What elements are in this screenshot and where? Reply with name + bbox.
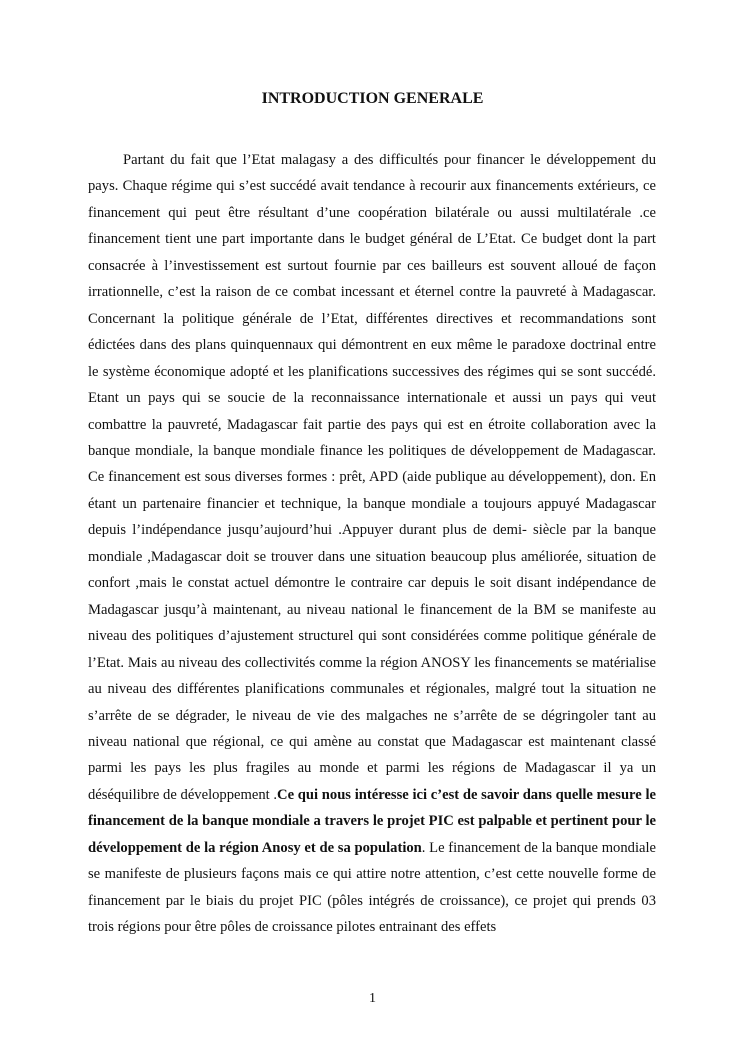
body-paragraph [88, 147, 656, 941]
paragraph-emphasis: Ce qui nous intéresse ici c’est de savoir dans quelle mesure le financement de la banque mondiale a travers le projet PIC est palpable et pertinent pour le développement de la région Anosy et de sa population [88, 786, 656, 856]
page-number: 1 [369, 991, 376, 1006]
paragraph-text-part2: . Le financement de la banque mondiale se manifeste de plusieurs façons mais ce qui attire notre attention, c’est cette nouvelle forme de financement par le biais du projet PIC (pôles intégrés de croissance), ce projet qui prends 03 trois régions pour être pôles de croissance pilotes entrainant des effets [88, 839, 657, 936]
paragraph-text-part1: Partant du fait que l’Etat malagasy a des difficultés pour financer le développement du pays. Chaque régime qui s’est succédé avait tendance à recourir aux financements extérieurs, ce financement qui peut être résultant d’une coopération bilatérale ou aussi multilatérale .ce financement tient une part importante dans le budget général de L’Etat. Ce budget dont la part consacrée à l’investissement est surtout fournie par ces bailleurs est souvent alloué de façon irrationnelle, c’est la raison de ce combat incessant et éternel contre la pauvreté à Madagascar. Concernant la politique générale de l’Etat, différentes directives et recommandations sont édictées dans des plans quinquennaux qui démontrent en eux même le paradoxe doctrinal entre le système économique adopté et les planifications successives des régimes qui se sont succédé. Etant un pays qui se soucie de la reconnaissance internationale et aussi un pays qui veut combattre la pauvreté, Madagascar fait partie des pays qui est en étroite collaboration avec la banque mondiale, la banque mondiale finance les politiques de développement de Madagascar. Ce financement est sous diverses formes : prêt, APD (aide publique au développement), don. En étant un partenaire financier et technique, la banque mondiale a toujours appuyé Madagascar depuis l’indépendance jusqu’aujourd’hui .Appuyer durant plus de demi- siècle par la banque mondiale ,Madagascar doit se trouver dans une situation beaucoup plus améliorée, situation de confort ,mais le constat actuel démontre le contraire car depuis le soit disant indépendance de Madagascar jusqu’à maintenant, au niveau national le financement de la BM se manifeste au niveau des politiques d’ajustement structurel qui sont considérées comme politique générale de l’Etat. Mais au niveau des collectivités comme la région ANOSY les financements se matérialise au niveau des différentes planifications communales et régionales, malgré tout la situation ne s’arrête de se dégrader, le niveau de vie des malgaches ne s’arrête de se dégringoler tant au niveau national que régional, ce qui amène au constat que Madagascar est maintenant classé parmi les pays les plus fragiles au monde et parmi les régions de Madagascar il ya un déséquilibre de développement . [88, 152, 656, 803]
page-title: INTRODUCTION GENERALE [261, 90, 484, 107]
